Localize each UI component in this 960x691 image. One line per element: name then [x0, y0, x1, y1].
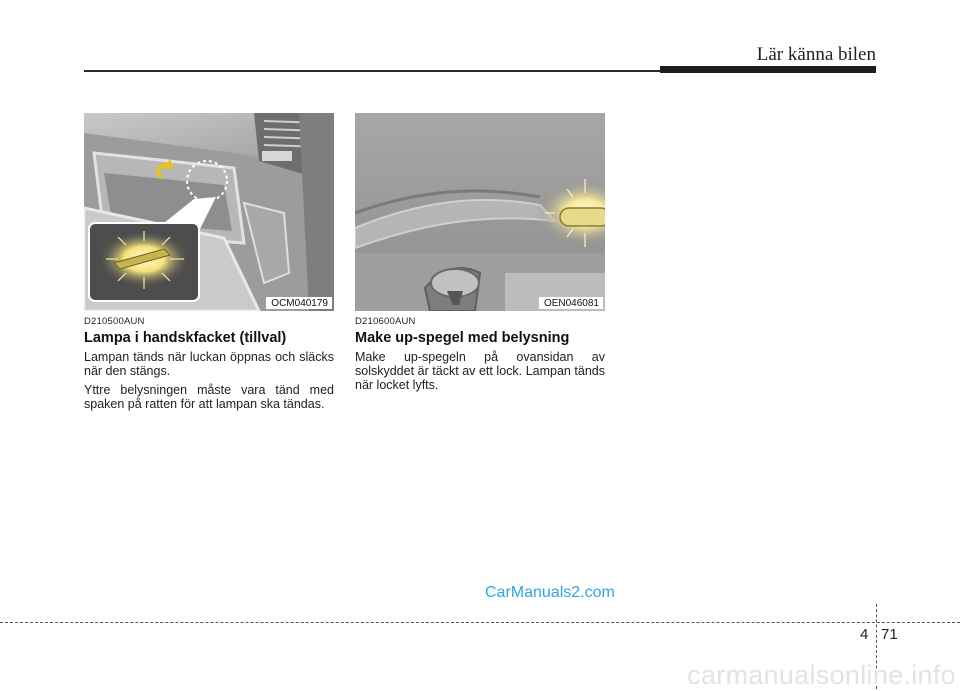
section-paragraph: Yttre belysningen måste vara tänd med spaken på ratten för att lampan ska tändas. [84, 383, 334, 411]
section-paragraph: Make up-spegeln på ovansidan av solskyddet är täckt av ett lock. Lampan tänds när locket lyfts. [355, 350, 605, 392]
footer-divider [0, 622, 960, 623]
vanity-mirror-illustration [355, 113, 605, 311]
section-glovebox-lamp [84, 316, 334, 416]
watermark-link[interactable]: CarManuals2.com [485, 584, 615, 601]
section-heading: Make up-spegel med belysning [355, 330, 570, 346]
footer-site-watermark: carmanualsonline.info [687, 660, 956, 690]
figure-caption-vanity: OEN046081 [539, 297, 603, 309]
page-number: 71 [881, 626, 898, 643]
section-heading: Lampa i handskfacket (tillval) [84, 330, 287, 346]
header-rule-thin [84, 70, 660, 72]
chapter-number: 4 [860, 626, 869, 643]
vanity-mirror-drawing [355, 113, 605, 311]
section-code: D210600AUN [355, 316, 416, 327]
section-paragraph: Lampan tänds när luckan öppnas och släcks när den stängs. [84, 350, 334, 378]
glovebox-drawing [84, 113, 334, 311]
glovebox-illustration [84, 113, 334, 311]
header-title: Lär känna bilen [756, 44, 876, 65]
figure-caption-glovebox: OCM040179 [266, 297, 332, 309]
section-code: D210500AUN [84, 316, 145, 327]
header-rule-thick [660, 66, 876, 73]
section-vanity-mirror [355, 316, 605, 397]
